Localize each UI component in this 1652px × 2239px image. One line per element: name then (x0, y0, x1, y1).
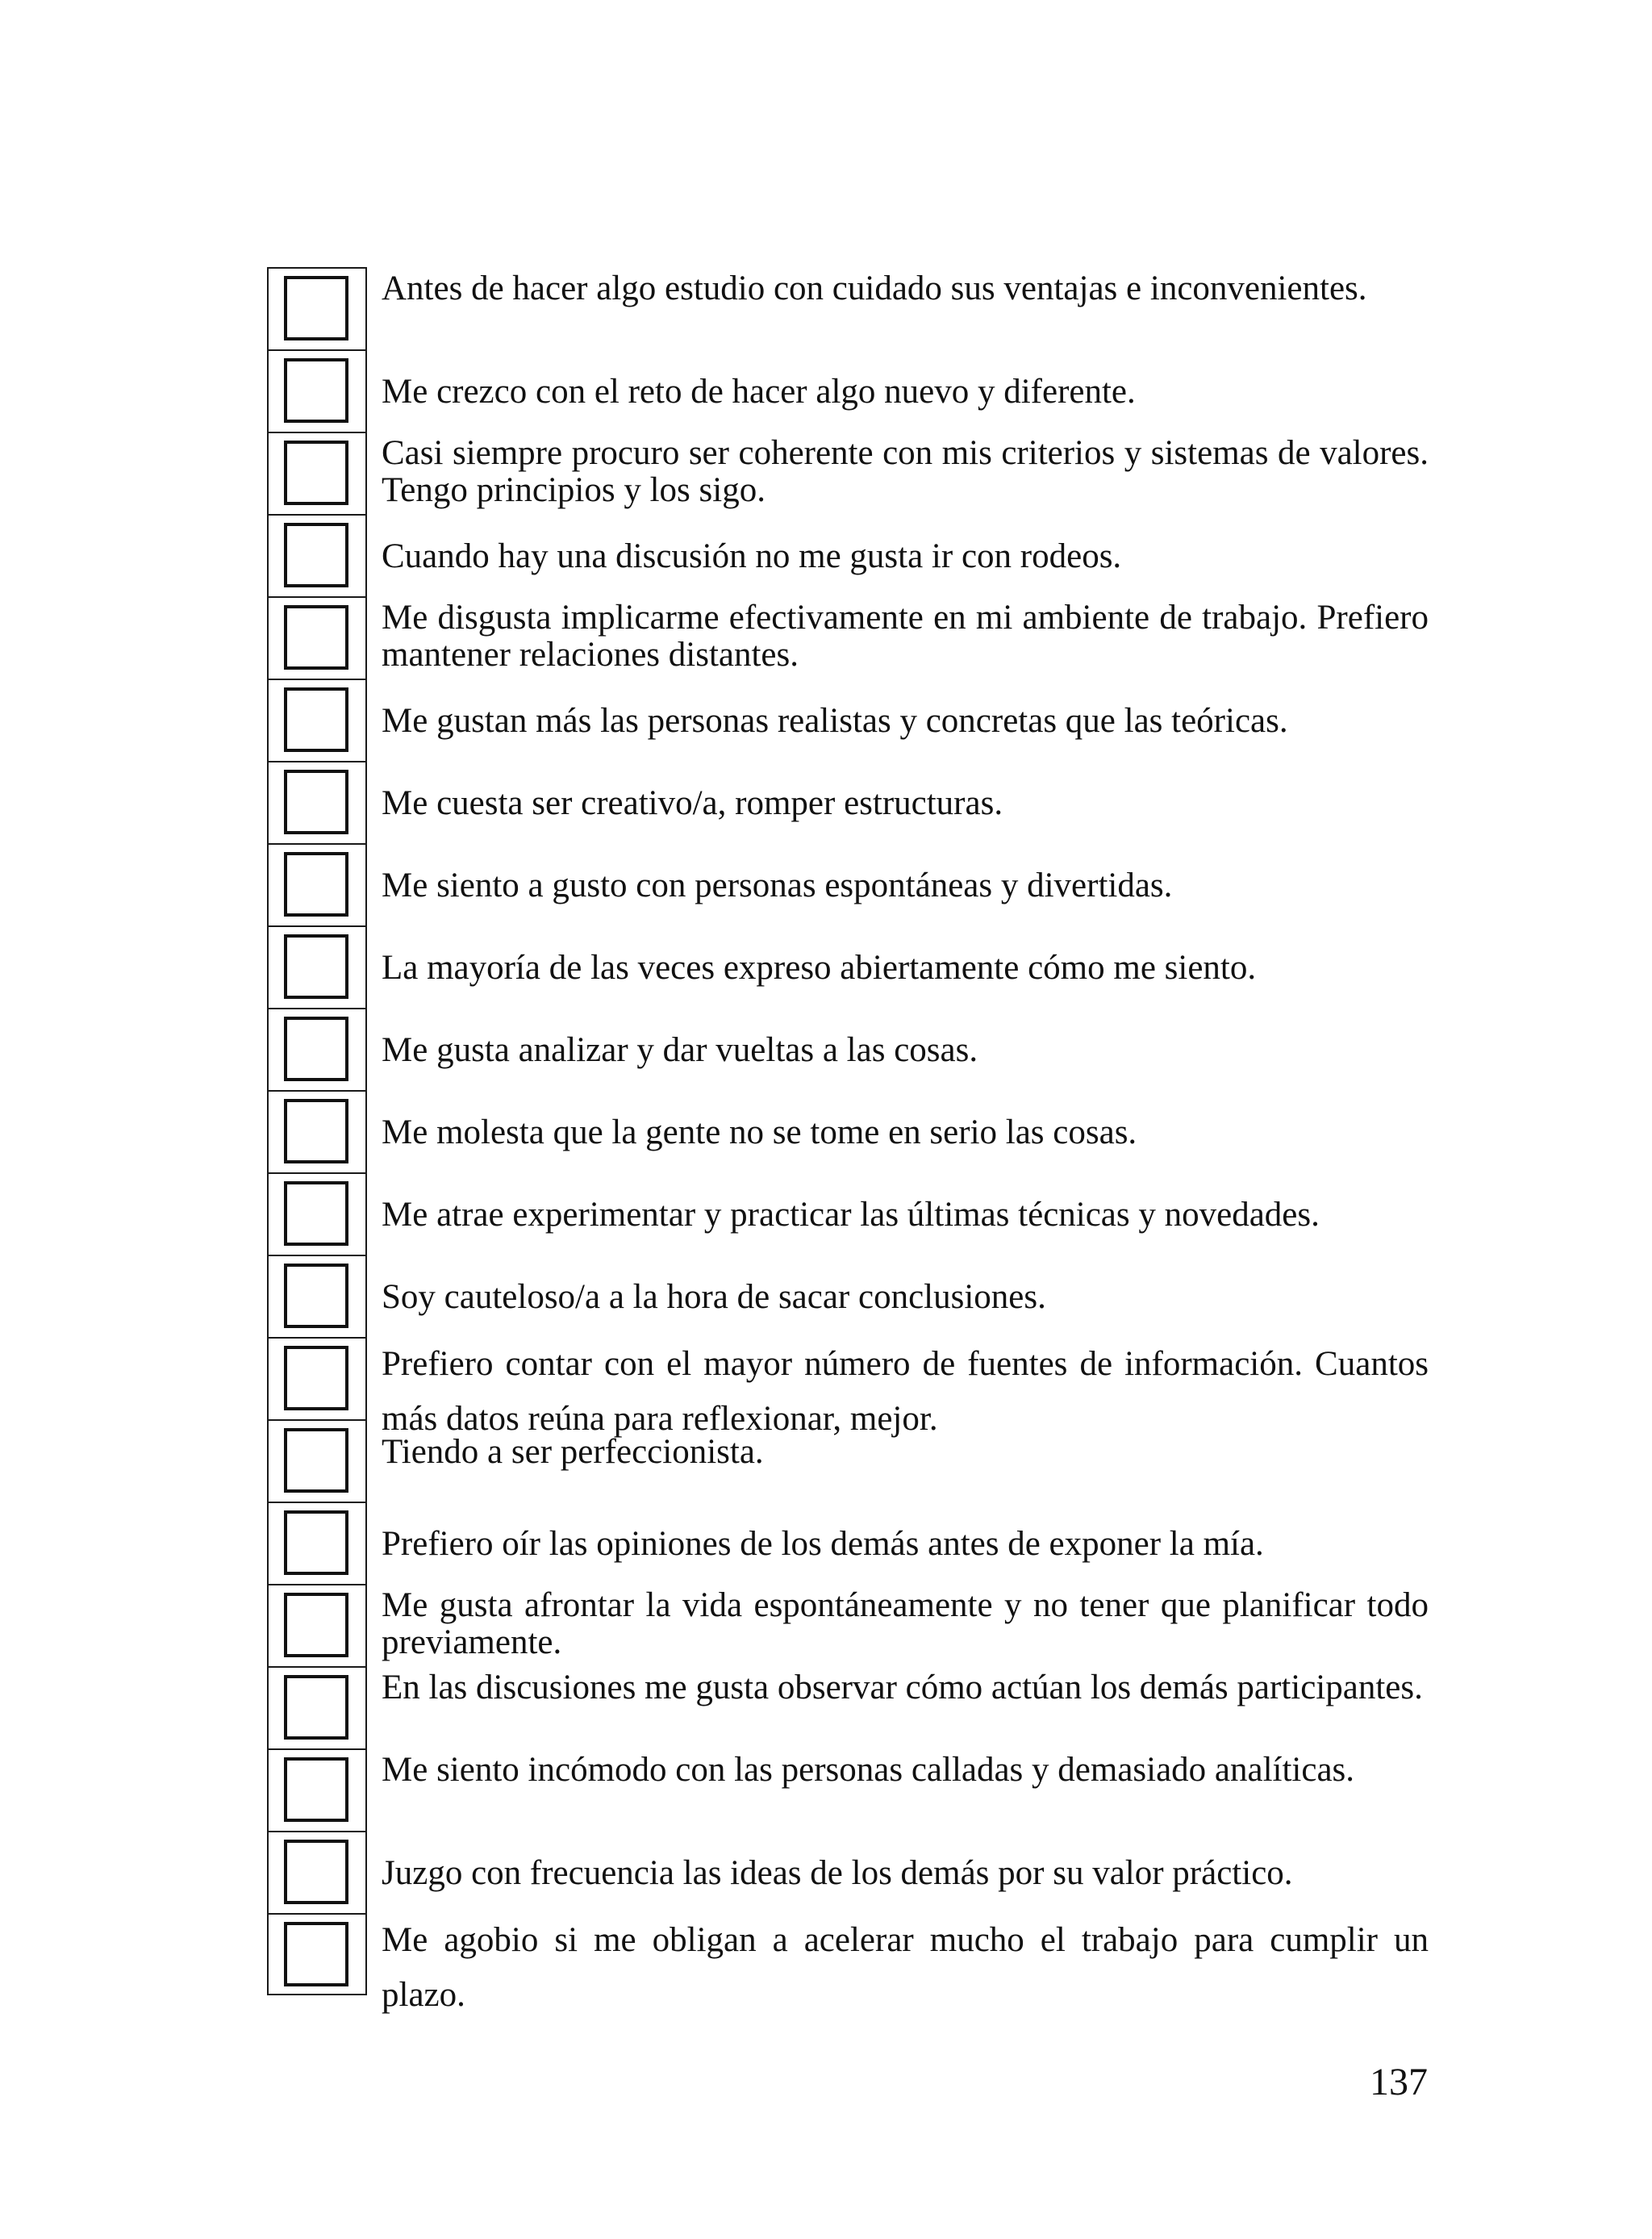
checkbox[interactable] (284, 1510, 348, 1575)
checkbox-cell (267, 1255, 367, 1337)
checkbox-cell (267, 761, 367, 843)
item-text: Antes de hacer algo estudio con cuidado sus ventajas e inconvenientes. (382, 269, 1367, 307)
list-item (267, 1502, 1429, 1584)
list-item (267, 1255, 1429, 1337)
item-text: Me crezco con el reto de hacer algo nuevo y diferente. (382, 373, 1136, 411)
checkbox[interactable] (284, 1346, 348, 1410)
item-text: Me atrae experimentar y practicar las últimas técnicas y novedades. (382, 1196, 1320, 1234)
list-item (267, 1090, 1429, 1172)
checkbox-cell (267, 1172, 367, 1255)
item-text: Me siento incómodo con las personas calladas y demasiado analíticas. (382, 1751, 1355, 1789)
checkbox-cell (267, 1419, 367, 1502)
checkbox-cell (267, 679, 367, 761)
checkbox[interactable] (284, 852, 348, 917)
checkbox[interactable] (284, 1428, 348, 1493)
checkbox[interactable] (284, 687, 348, 752)
checkbox[interactable] (284, 276, 348, 340)
checkbox-cell (267, 432, 367, 514)
list-item (267, 1172, 1429, 1255)
checkbox-cell (267, 1666, 367, 1748)
list-item (267, 1337, 1429, 1438)
item-text: Me siento a gusto con personas espontáneas y divertidas. (382, 867, 1173, 904)
checkbox-cell (267, 349, 367, 432)
checkbox[interactable] (284, 1181, 348, 1246)
checkbox[interactable] (284, 1840, 348, 1904)
item-text: Casi siempre procuro ser coherente con mis criterios y sistemas de valores. Tengo principios y los sigo. (382, 434, 1429, 509)
checkbox-cell (267, 1008, 367, 1090)
list-item (267, 761, 1429, 843)
item-text: Juzgo con frecuencia las ideas de los demás por su valor práctico. (382, 1854, 1293, 1892)
checkbox-cell (267, 1748, 367, 1831)
list-item (267, 925, 1429, 1008)
checkbox-cell (267, 1584, 367, 1666)
item-text: Me agobio si me obligan a acelerar mucho el trabajo para cumplir un plazo. (382, 1921, 1429, 2014)
checkbox[interactable] (284, 1017, 348, 1081)
checkbox[interactable] (284, 1757, 348, 1822)
item-text: Me gustan más las personas realistas y concretas que las teóricas. (382, 702, 1288, 740)
checkbox[interactable] (284, 1922, 348, 1986)
checkbox-cell (267, 1502, 367, 1584)
list-item (267, 267, 1429, 349)
checkbox-cell (267, 1831, 367, 1913)
list-item (267, 514, 1429, 596)
list-item (267, 596, 1429, 679)
item-text: Prefiero oír las opiniones de los demás antes de exponer la mía. (382, 1525, 1264, 1563)
checkbox-cell (267, 596, 367, 679)
page-number: 137 (1370, 2061, 1428, 2103)
checkbox-cell (267, 267, 367, 349)
checkbox[interactable] (284, 1099, 348, 1163)
list-item (267, 1008, 1429, 1090)
list-item (267, 1748, 1429, 1831)
list-item (267, 1584, 1429, 1666)
item-text: Me cuesta ser creativo/a, romper estructuras. (382, 784, 1003, 822)
checkbox[interactable] (284, 441, 348, 505)
checkbox-cell (267, 843, 367, 925)
item-text: Cuando hay una discusión no me gusta ir con rodeos. (382, 537, 1122, 575)
checkbox-cell (267, 1337, 367, 1419)
checkbox-cell (267, 925, 367, 1008)
item-text: La mayoría de las veces expreso abiertamente cómo me siento. (382, 949, 1257, 987)
list-item (267, 349, 1429, 432)
item-text: En las discusiones me gusta observar cómo actúan los demás participantes. (382, 1669, 1423, 1706)
questionnaire-checklist (267, 267, 1429, 2014)
checkbox-cell (267, 1913, 367, 1995)
checkbox[interactable] (284, 523, 348, 587)
item-text: Tiendo a ser perfeccionista. (382, 1433, 764, 1471)
list-item (267, 679, 1429, 761)
list-item (267, 1913, 1429, 2014)
checkbox-cell (267, 1090, 367, 1172)
item-text: Me gusta afrontar la vida espontáneamente y no tener que planificar todo previamente. (382, 1586, 1429, 1661)
item-text: Soy cauteloso/a a la hora de sacar conclusiones. (382, 1278, 1046, 1316)
checkbox[interactable] (284, 358, 348, 423)
checkbox[interactable] (284, 1264, 348, 1328)
checkbox[interactable] (284, 605, 348, 670)
list-item (267, 432, 1429, 514)
item-text: Prefiero contar con el mayor número de fuentes de información. Cuantos más datos reúna para reflexionar, mejor. (382, 1345, 1429, 1438)
list-item (267, 843, 1429, 925)
checkbox[interactable] (284, 770, 348, 834)
item-text: Me gusta analizar y dar vueltas a las cosas. (382, 1031, 978, 1069)
list-item (267, 1666, 1429, 1748)
item-text: Me molesta que la gente no se tome en serio las cosas. (382, 1113, 1137, 1151)
list-item (267, 1419, 1429, 1502)
checkbox[interactable] (284, 934, 348, 999)
checkbox[interactable] (284, 1675, 348, 1740)
item-text: Me disgusta implicarme efectivamente en mi ambiente de trabajo. Prefiero mantener relaciones distantes. (382, 599, 1429, 674)
checkbox[interactable] (284, 1593, 348, 1657)
list-item (267, 1831, 1429, 1913)
checkbox-cell (267, 514, 367, 596)
